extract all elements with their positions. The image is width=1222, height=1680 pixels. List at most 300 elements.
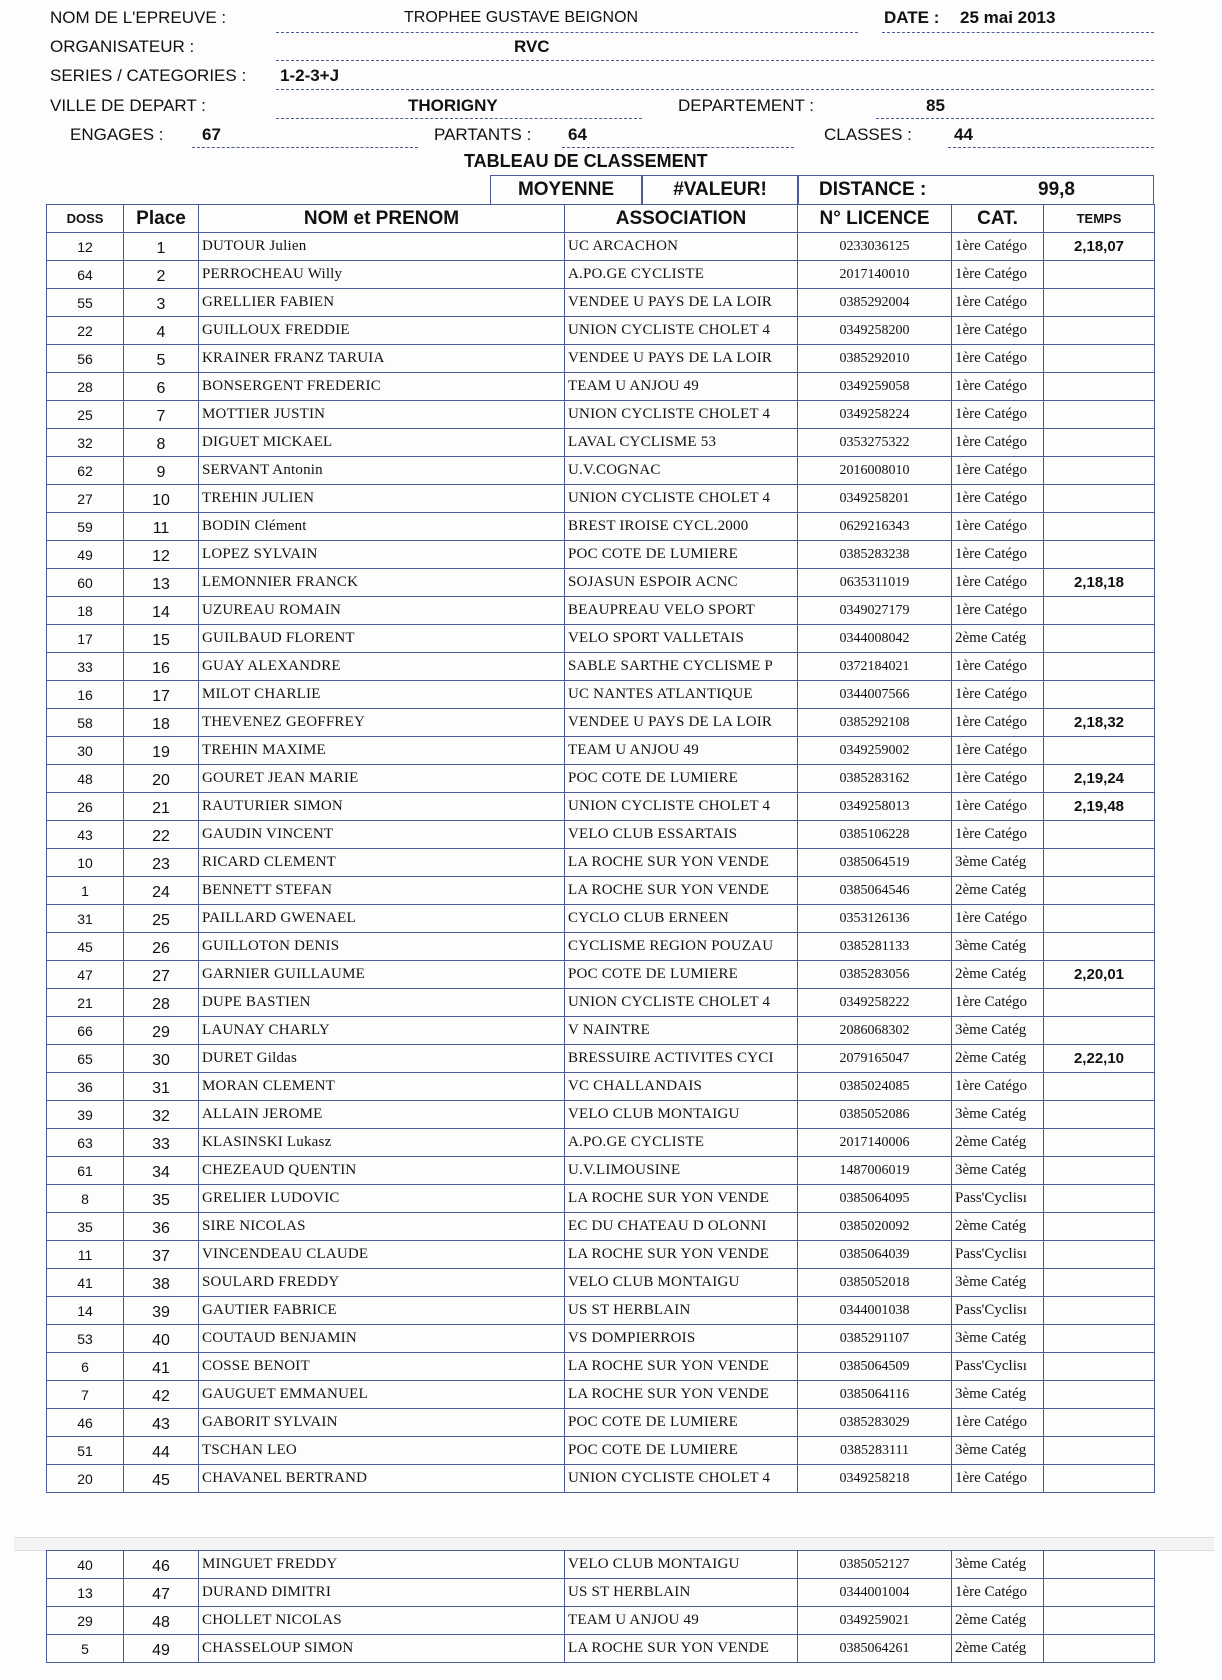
- doss-cell: 47: [47, 961, 124, 989]
- name-cell: SOULARD FREDDY: [199, 1269, 565, 1297]
- name-cell: PERROCHEAU Willy: [199, 261, 565, 289]
- name-cell: RICARD CLEMENT: [199, 849, 565, 877]
- engages-label: ENGAGES :: [70, 125, 164, 144]
- ville-value: THORIGNY: [408, 96, 498, 115]
- category-cell: 3ème Catég: [952, 1381, 1044, 1409]
- table-row: [47, 821, 1155, 849]
- name-cell: GOURET JEAN MARIE: [199, 765, 565, 793]
- licence-cell: 0353126136: [798, 905, 952, 933]
- licence-cell: 0385283029: [798, 1409, 952, 1437]
- category-cell: 1ère Catégo: [952, 261, 1044, 289]
- name-cell: GUILLOUX FREDDIE: [199, 317, 565, 345]
- table-row: [47, 1353, 1155, 1381]
- series-value: 1-2-3+J: [280, 66, 340, 85]
- licence-cell: 0349258200: [798, 317, 952, 345]
- doss-cell: 8: [47, 1185, 124, 1213]
- place-cell: 18: [124, 709, 199, 737]
- table-row: [47, 737, 1155, 765]
- time-cell: [1044, 1607, 1155, 1635]
- name-cell: MILOT CHARLIE: [199, 681, 565, 709]
- category-cell: 1ère Catégo: [952, 989, 1044, 1017]
- time-cell: 2,18,32: [1044, 709, 1155, 737]
- name-cell: GUILBAUD FLORENT: [199, 625, 565, 653]
- table-row: [47, 933, 1155, 961]
- licence-cell: 0372184021: [798, 653, 952, 681]
- table-row: [47, 765, 1155, 793]
- association-cell: VENDEE U PAYS DE LA LOIR: [565, 709, 798, 737]
- name-cell: DUPE BASTIEN: [199, 989, 565, 1017]
- place-cell: 28: [124, 989, 199, 1017]
- name-cell: LAUNAY CHARLY: [199, 1017, 565, 1045]
- doss-cell: 46: [47, 1409, 124, 1437]
- name-cell: GARNIER GUILLAUME: [199, 961, 565, 989]
- doss-cell: 26: [47, 793, 124, 821]
- licence-cell: 0385283238: [798, 541, 952, 569]
- name-cell: UZUREAU ROMAIN: [199, 597, 565, 625]
- moyenne-label: MOYENNE: [490, 175, 642, 205]
- category-cell: 2ème Catég: [952, 877, 1044, 905]
- name-cell: VINCENDEAU CLAUDE: [199, 1241, 565, 1269]
- name-cell: RAUTURIER SIMON: [199, 793, 565, 821]
- category-cell: 2ème Catég: [952, 1213, 1044, 1241]
- name-cell: SERVANT Antonin: [199, 457, 565, 485]
- doss-cell: 36: [47, 1073, 124, 1101]
- doss-cell: 39: [47, 1101, 124, 1129]
- time-cell: [1044, 1185, 1155, 1213]
- doss-cell: 31: [47, 905, 124, 933]
- licence-cell: 0385052127: [798, 1551, 952, 1579]
- time-cell: [1044, 681, 1155, 709]
- place-cell: 23: [124, 849, 199, 877]
- place-cell: 34: [124, 1157, 199, 1185]
- category-cell: 3ème Catég: [952, 1437, 1044, 1465]
- category-cell: 1ère Catégo: [952, 821, 1044, 849]
- category-cell: 2ème Catég: [952, 1045, 1044, 1073]
- table-row: [47, 1157, 1155, 1185]
- place-cell: 44: [124, 1437, 199, 1465]
- table-row: [47, 1045, 1155, 1073]
- category-cell: 1ère Catégo: [952, 233, 1044, 261]
- association-cell: LA ROCHE SUR YON VENDE: [565, 1635, 798, 1663]
- licence-cell: 1487006019: [798, 1157, 952, 1185]
- licence-cell: 0385064095: [798, 1185, 952, 1213]
- association-cell: POC COTE DE LUMIERE: [565, 765, 798, 793]
- category-cell: 1ère Catégo: [952, 457, 1044, 485]
- doss-cell: 12: [47, 233, 124, 261]
- time-cell: [1044, 905, 1155, 933]
- association-cell: UNION CYCLISTE CHOLET 4: [565, 793, 798, 821]
- association-cell: EC DU CHATEAU D OLONNI: [565, 1213, 798, 1241]
- place-cell: 35: [124, 1185, 199, 1213]
- time-cell: [1044, 373, 1155, 401]
- table-row: [47, 1409, 1155, 1437]
- doss-cell: 51: [47, 1437, 124, 1465]
- category-cell: 1ère Catégo: [952, 653, 1044, 681]
- association-cell: UNION CYCLISTE CHOLET 4: [565, 485, 798, 513]
- association-cell: POC COTE DE LUMIERE: [565, 541, 798, 569]
- category-cell: 1ère Catégo: [952, 737, 1044, 765]
- doss-cell: 45: [47, 933, 124, 961]
- licence-cell: 0349259002: [798, 737, 952, 765]
- organisateur-value: RVC: [514, 37, 550, 56]
- col-doss: DOSS: [47, 205, 124, 233]
- licence-cell: 2079165047: [798, 1045, 952, 1073]
- table-row: [47, 1129, 1155, 1157]
- name-cell: MORAN CLEMENT: [199, 1073, 565, 1101]
- table-row: [47, 1017, 1155, 1045]
- table-row: [47, 1185, 1155, 1213]
- place-cell: 29: [124, 1017, 199, 1045]
- doss-cell: 5: [47, 1635, 124, 1663]
- table-row: [47, 1579, 1155, 1607]
- name-cell: GRELIER LUDOVIC: [199, 1185, 565, 1213]
- association-cell: SOJASUN ESPOIR ACNC: [565, 569, 798, 597]
- doss-cell: 7: [47, 1381, 124, 1409]
- association-cell: VELO CLUB MONTAIGU: [565, 1101, 798, 1129]
- place-cell: 40: [124, 1325, 199, 1353]
- association-cell: VELO CLUB ESSARTAIS: [565, 821, 798, 849]
- category-cell: 2ème Catég: [952, 1607, 1044, 1635]
- name-cell: CHASSELOUP SIMON: [199, 1635, 565, 1663]
- time-cell: [1044, 317, 1155, 345]
- table-row: [47, 261, 1155, 289]
- table-row: [47, 1325, 1155, 1353]
- table-row: [47, 429, 1155, 457]
- place-cell: 10: [124, 485, 199, 513]
- time-cell: [1044, 513, 1155, 541]
- category-cell: 2ème Catég: [952, 625, 1044, 653]
- licence-cell: 2016008010: [798, 457, 952, 485]
- category-cell: 1ère Catégo: [952, 373, 1044, 401]
- time-cell: [1044, 1325, 1155, 1353]
- time-cell: [1044, 1551, 1155, 1579]
- place-cell: 37: [124, 1241, 199, 1269]
- place-cell: 47: [124, 1579, 199, 1607]
- partants-dotted-line: [562, 147, 794, 148]
- place-cell: 7: [124, 401, 199, 429]
- association-cell: LA ROCHE SUR YON VENDE: [565, 1381, 798, 1409]
- engages-value: 67: [202, 125, 221, 144]
- category-cell: 1ère Catégo: [952, 681, 1044, 709]
- category-cell: 1ère Catégo: [952, 1579, 1044, 1607]
- date-value: 25 mai 2013: [960, 8, 1056, 27]
- category-cell: 1ère Catégo: [952, 1465, 1044, 1493]
- table-row: [47, 1241, 1155, 1269]
- table-row: [47, 793, 1155, 821]
- table-row: [47, 1437, 1155, 1465]
- doss-cell: 40: [47, 1551, 124, 1579]
- classes-dotted-line: [948, 147, 1154, 148]
- table-row: [47, 961, 1155, 989]
- time-cell: [1044, 653, 1155, 681]
- time-cell: [1044, 1157, 1155, 1185]
- page-break: [14, 1537, 1214, 1551]
- category-cell: Pass'Cyclisı: [952, 1185, 1044, 1213]
- doss-cell: 43: [47, 821, 124, 849]
- place-cell: 32: [124, 1101, 199, 1129]
- category-cell: 1ère Catégo: [952, 429, 1044, 457]
- name-cell: GABORIT SYLVAIN: [199, 1409, 565, 1437]
- association-cell: POC COTE DE LUMIERE: [565, 1437, 798, 1465]
- association-cell: CYCLISME REGION POUZAU: [565, 933, 798, 961]
- association-cell: POC COTE DE LUMIERE: [565, 1409, 798, 1437]
- association-cell: VELO SPORT VALLETAIS: [565, 625, 798, 653]
- doss-cell: 48: [47, 765, 124, 793]
- place-cell: 24: [124, 877, 199, 905]
- category-cell: 1ère Catégo: [952, 541, 1044, 569]
- table-row: [47, 1101, 1155, 1129]
- place-cell: 31: [124, 1073, 199, 1101]
- licence-cell: 0385020092: [798, 1213, 952, 1241]
- name-cell: TREHIN MAXIME: [199, 737, 565, 765]
- licence-cell: 0385283111: [798, 1437, 952, 1465]
- results-table-continued: [46, 1550, 1155, 1663]
- category-cell: 2ème Catég: [952, 1635, 1044, 1663]
- association-cell: UNION CYCLISTE CHOLET 4: [565, 989, 798, 1017]
- time-cell: 2,19,24: [1044, 765, 1155, 793]
- time-cell: [1044, 457, 1155, 485]
- place-cell: 22: [124, 821, 199, 849]
- table-row: [47, 1297, 1155, 1325]
- place-cell: 48: [124, 1607, 199, 1635]
- time-cell: 2,18,07: [1044, 233, 1155, 261]
- name-cell: COSSE BENOIT: [199, 1353, 565, 1381]
- category-cell: 1ère Catégo: [952, 289, 1044, 317]
- name-cell: MOTTIER JUSTIN: [199, 401, 565, 429]
- doss-cell: 62: [47, 457, 124, 485]
- doss-cell: 29: [47, 1607, 124, 1635]
- association-cell: UNION CYCLISTE CHOLET 4: [565, 1465, 798, 1493]
- table-row: [47, 709, 1155, 737]
- category-cell: 1ère Catégo: [952, 765, 1044, 793]
- date-dotted-line: [882, 32, 1154, 33]
- association-cell: VS DOMPIERROIS: [565, 1325, 798, 1353]
- licence-cell: 0349258222: [798, 989, 952, 1017]
- table-row: [47, 625, 1155, 653]
- time-cell: [1044, 1017, 1155, 1045]
- doss-cell: 1: [47, 877, 124, 905]
- licence-cell: 0344008042: [798, 625, 952, 653]
- place-cell: 45: [124, 1465, 199, 1493]
- table-row: [47, 513, 1155, 541]
- association-cell: US ST HERBLAIN: [565, 1297, 798, 1325]
- licence-cell: 0385292108: [798, 709, 952, 737]
- category-cell: 2ème Catég: [952, 1129, 1044, 1157]
- licence-cell: 0385064261: [798, 1635, 952, 1663]
- date-label: DATE :: [884, 8, 940, 27]
- tableau-title: TABLEAU DE CLASSEMENT: [464, 151, 708, 171]
- licence-cell: 0385292004: [798, 289, 952, 317]
- name-cell: ALLAIN JEROME: [199, 1101, 565, 1129]
- category-cell: 3ème Catég: [952, 933, 1044, 961]
- category-cell: 1ère Catégo: [952, 793, 1044, 821]
- doss-cell: 11: [47, 1241, 124, 1269]
- time-cell: [1044, 1579, 1155, 1607]
- table-row: [47, 1269, 1155, 1297]
- licence-cell: 0349258013: [798, 793, 952, 821]
- time-cell: [1044, 261, 1155, 289]
- licence-cell: 0349258218: [798, 1465, 952, 1493]
- place-cell: 25: [124, 905, 199, 933]
- name-cell: PAILLARD GWENAEL: [199, 905, 565, 933]
- association-cell: VC CHALLANDAIS: [565, 1073, 798, 1101]
- doss-cell: 64: [47, 261, 124, 289]
- licence-cell: 0629216343: [798, 513, 952, 541]
- name-cell: THEVENEZ GEOFFREY: [199, 709, 565, 737]
- table-row: [47, 653, 1155, 681]
- col-place: Place: [124, 205, 199, 233]
- licence-cell: 0353275322: [798, 429, 952, 457]
- engages-dotted-line: [192, 147, 418, 148]
- association-cell: UC NANTES ATLANTIQUE: [565, 681, 798, 709]
- table-row: [47, 1465, 1155, 1493]
- association-cell: A.PO.GE CYCLISTE: [565, 261, 798, 289]
- place-cell: 17: [124, 681, 199, 709]
- time-cell: [1044, 345, 1155, 373]
- time-cell: [1044, 1381, 1155, 1409]
- table-row: [47, 289, 1155, 317]
- table-row: [47, 597, 1155, 625]
- place-cell: 9: [124, 457, 199, 485]
- table-row: [47, 877, 1155, 905]
- category-cell: Pass'Cyclisı: [952, 1297, 1044, 1325]
- results-table: [46, 204, 1155, 1493]
- licence-cell: 0385052086: [798, 1101, 952, 1129]
- name-cell: CHEZEAUD QUENTIN: [199, 1157, 565, 1185]
- moyenne-value: #VALEUR!: [642, 175, 798, 205]
- name-cell: CHOLLET NICOLAS: [199, 1607, 565, 1635]
- licence-cell: 0349258224: [798, 401, 952, 429]
- time-cell: [1044, 877, 1155, 905]
- table-row: [47, 485, 1155, 513]
- name-cell: DURET Gildas: [199, 1045, 565, 1073]
- doss-cell: 63: [47, 1129, 124, 1157]
- name-cell: KRAINER FRANZ TARUIA: [199, 345, 565, 373]
- place-cell: 49: [124, 1635, 199, 1663]
- time-cell: [1044, 737, 1155, 765]
- place-cell: 6: [124, 373, 199, 401]
- distance-value: 99,8: [1038, 179, 1075, 200]
- association-cell: BEAUPREAU VELO SPORT: [565, 597, 798, 625]
- time-cell: [1044, 1353, 1155, 1381]
- doss-cell: 59: [47, 513, 124, 541]
- time-cell: [1044, 849, 1155, 877]
- time-cell: [1044, 625, 1155, 653]
- name-cell: DURAND DIMITRI: [199, 1579, 565, 1607]
- epreuve-label: NOM DE L'EPREUVE :: [50, 8, 227, 27]
- place-cell: 8: [124, 429, 199, 457]
- name-cell: COUTAUD BENJAMIN: [199, 1325, 565, 1353]
- col-association: ASSOCIATION: [565, 205, 798, 233]
- time-cell: 2,18,18: [1044, 569, 1155, 597]
- licence-cell: 0385106228: [798, 821, 952, 849]
- licence-cell: 0349258201: [798, 485, 952, 513]
- category-cell: Pass'Cyclisı: [952, 1241, 1044, 1269]
- time-cell: [1044, 1241, 1155, 1269]
- table-row: [47, 317, 1155, 345]
- time-cell: [1044, 933, 1155, 961]
- time-cell: 2,22,10: [1044, 1045, 1155, 1073]
- doss-cell: 33: [47, 653, 124, 681]
- association-cell: LA ROCHE SUR YON VENDE: [565, 849, 798, 877]
- place-cell: 5: [124, 345, 199, 373]
- category-cell: 1ère Catégo: [952, 597, 1044, 625]
- category-cell: 1ère Catégo: [952, 709, 1044, 737]
- name-cell: GRELLIER FABIEN: [199, 289, 565, 317]
- table-row: [47, 345, 1155, 373]
- category-cell: Pass'Cyclisı: [952, 1353, 1044, 1381]
- doss-cell: 55: [47, 289, 124, 317]
- time-cell: [1044, 989, 1155, 1017]
- place-cell: 12: [124, 541, 199, 569]
- licence-cell: 0385024085: [798, 1073, 952, 1101]
- association-cell: US ST HERBLAIN: [565, 1579, 798, 1607]
- time-cell: [1044, 541, 1155, 569]
- doss-cell: 6: [47, 1353, 124, 1381]
- licence-cell: 0385064116: [798, 1381, 952, 1409]
- place-cell: 21: [124, 793, 199, 821]
- association-cell: BREST IROISE CYCL.2000: [565, 513, 798, 541]
- licence-cell: 0385283056: [798, 961, 952, 989]
- doss-cell: 41: [47, 1269, 124, 1297]
- licence-cell: 0635311019: [798, 569, 952, 597]
- doss-cell: 25: [47, 401, 124, 429]
- association-cell: UC ARCACHON: [565, 233, 798, 261]
- doss-cell: 61: [47, 1157, 124, 1185]
- name-cell: GAUGUET EMMANUEL: [199, 1381, 565, 1409]
- category-cell: 1ère Catégo: [952, 905, 1044, 933]
- distance-box: [798, 175, 1154, 205]
- category-cell: 1ère Catégo: [952, 345, 1044, 373]
- doss-cell: 32: [47, 429, 124, 457]
- doss-cell: 17: [47, 625, 124, 653]
- category-cell: 3ème Catég: [952, 1101, 1044, 1129]
- place-cell: 42: [124, 1381, 199, 1409]
- epreuve-dotted-line: [276, 32, 858, 33]
- place-cell: 46: [124, 1551, 199, 1579]
- doss-cell: 35: [47, 1213, 124, 1241]
- association-cell: UNION CYCLISTE CHOLET 4: [565, 317, 798, 345]
- place-cell: 3: [124, 289, 199, 317]
- category-cell: 3ème Catég: [952, 1551, 1044, 1579]
- partants-label: PARTANTS :: [434, 125, 532, 144]
- doss-cell: 18: [47, 597, 124, 625]
- time-cell: 2,20,01: [1044, 961, 1155, 989]
- partants-value: 64: [568, 125, 587, 144]
- place-cell: 4: [124, 317, 199, 345]
- name-cell: LEMONNIER FRANCK: [199, 569, 565, 597]
- doss-cell: 60: [47, 569, 124, 597]
- licence-cell: 0233036125: [798, 233, 952, 261]
- licence-cell: 0385064039: [798, 1241, 952, 1269]
- table-row: [47, 373, 1155, 401]
- table-row: [47, 541, 1155, 569]
- place-cell: 15: [124, 625, 199, 653]
- time-cell: [1044, 1213, 1155, 1241]
- col-cat: CAT.: [952, 205, 1044, 233]
- table-row: [47, 849, 1155, 877]
- col-licence: N° LICENCE: [798, 205, 952, 233]
- doss-cell: 22: [47, 317, 124, 345]
- series-label: SERIES / CATEGORIES :: [50, 66, 247, 85]
- ville-dotted-line: [276, 118, 642, 119]
- association-cell: VELO CLUB MONTAIGU: [565, 1269, 798, 1297]
- epreuve-value: TROPHEE GUSTAVE BEIGNON: [404, 9, 639, 26]
- name-cell: TREHIN JULIEN: [199, 485, 565, 513]
- category-cell: 1ère Catégo: [952, 1409, 1044, 1437]
- time-cell: [1044, 485, 1155, 513]
- table-row: [47, 905, 1155, 933]
